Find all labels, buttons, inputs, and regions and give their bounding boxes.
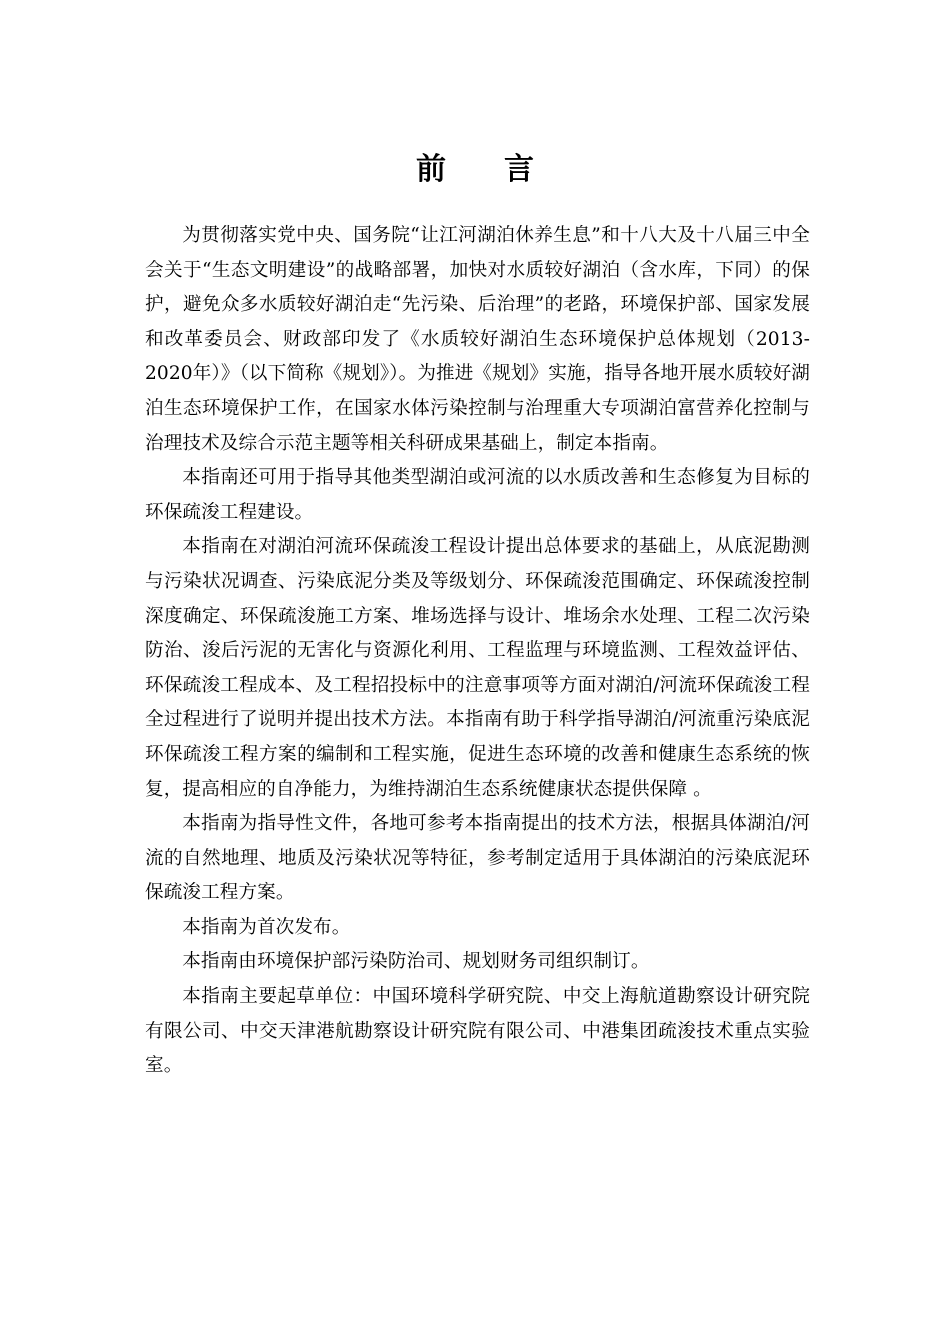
preface-body [145, 219, 810, 1084]
title-char-1: 前 [416, 152, 446, 188]
paragraph-drafters: 本指南主要起草单位：中国环境科学研究院、中交上海航道勘察设计研究院有限公司、中交天津港航勘察设计研究院有限公司、中港集团疏浚技术重点实验室。 [145, 986, 810, 1077]
paragraph-scope: 本指南还可用于指导其他类型湖泊或河流的以水质改善和生态修复为目标的环保疏浚工程建设。 [145, 467, 810, 523]
paragraph-organizer: 本指南由环境保护部污染防治司、规划财务司组织制订。 [182, 951, 650, 973]
paragraph-content: 本指南在对湖泊河流环保疏浚工程设计提出总体要求的基础上，从底泥勘测与污染状况调查、污染底泥分类及等级划分、环保疏浚范围确定、环保疏浚控制深度确定、环保疏浚施工方案、堆场选择与设计、堆场余水处理、工程二次污染防治、浚后污泥的无害化与资源化利用、工程监理与环境监测、工程效益评估、环保疏浚工程成本、及工程招投标中的注意事项等方面对湖泊/河流环保疏浚工程全过程进行了说明并提出技术方法。本指南有助于科学指导湖泊/河流重污染底泥环保疏浚工程方案的编制和工程实施，促进生态环境的改善和健康生态系统的恢复，提高相应的自净能力，为维持湖泊生态系统健康状态提供保障 。 [145, 536, 810, 800]
paragraph-first-release: 本指南为首次发布。 [182, 916, 351, 938]
page-title [0, 148, 950, 192]
paragraph-nature: 本指南为指导性文件，各地可参考本指南提出的技术方法，根据具体湖泊/河流的自然地理、地质及污染状况等特征，参考制定适用于具体湖泊的污染底泥环保疏浚工程方案。 [145, 813, 810, 904]
paragraph-purpose: 为贯彻落实党中央、国务院“让江河湖泊休养生息”和十八大及十八届三中全会关于“生态文明建设”的战略部署，加快对水质较好湖泊（含水库，下同）的保护，避免众多水质较好湖泊走“先污染、后治理”的老路，环境保护部、国家发展和改革委员会、财政部印发了《水质较好湖泊生态环境保护总体规划（2013-2020年）》（以下简称《规划》）。为推进《规划》实施，指导各地开展水质较好湖泊生态环境保护工作，在国家水体污染控制与治理重大专项湖泊富营养化控制与治理技术及综合示范主题等相关科研成果基础上，制定本指南。 [145, 225, 810, 454]
title-char-2: 言 [504, 152, 534, 188]
